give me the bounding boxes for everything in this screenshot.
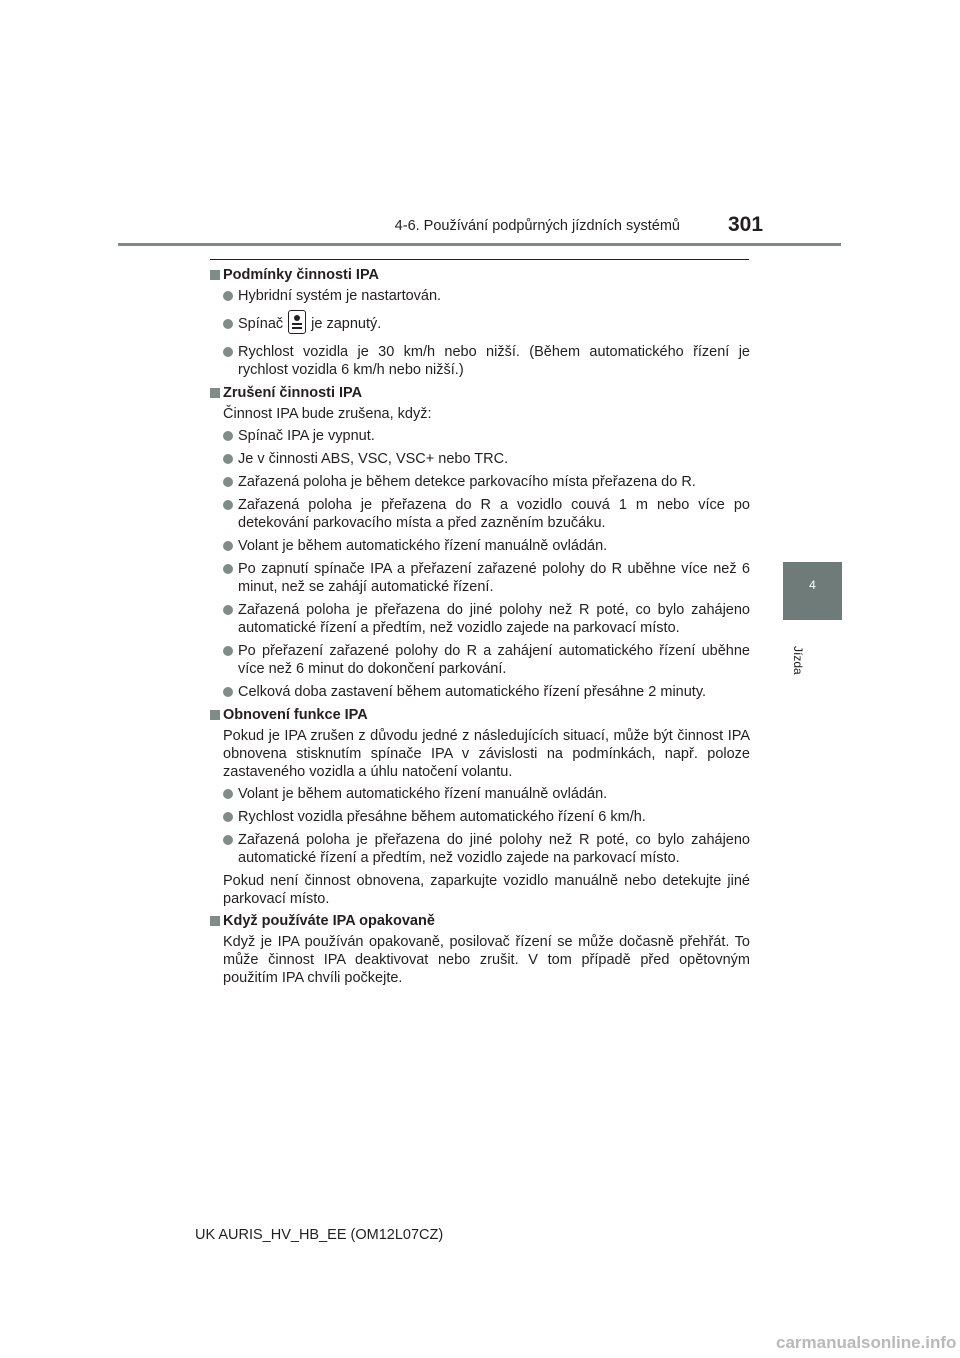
- main-content: [210, 266, 750, 991]
- heading-text: Když používáte IPA opakovaně: [223, 913, 435, 929]
- list-item: [223, 642, 750, 678]
- page-number: 301: [728, 213, 764, 236]
- list-item: [223, 785, 750, 803]
- round-bullet-icon: [223, 477, 233, 487]
- section-heading: [210, 706, 750, 724]
- square-bullet-icon: [210, 710, 220, 720]
- section-heading: [210, 912, 750, 930]
- list-item-text: Volant je během automatického řízení manuálně ovládán.: [238, 538, 608, 554]
- section-heading: [210, 266, 750, 284]
- chapter-tab-number: 4: [809, 578, 816, 592]
- list-item-text: Zařazená poloha je přeřazena do jiné polohy než R poté, co bylo zahájeno automatické řízení a předtím, než vozidlo zajede na parkovací místo.: [238, 602, 750, 636]
- round-bullet-icon: [223, 431, 233, 441]
- paragraph: Pokud je IPA zrušen z důvodu jedné z následujících situací, může být činnost IPA obnovena stisknutím spínače IPA v závislosti na podmínkách, např. poloze zastaveného vozidla a úhlu natočení volantu.: [223, 728, 750, 780]
- header-divider: [118, 243, 841, 246]
- round-bullet-icon: [223, 646, 233, 656]
- list-item: [223, 427, 750, 445]
- list-item-text: Zařazená poloha je přeřazena do R a vozidlo couvá 1 m nebo více po detekování parkovacího místa a před zazněním bzučáku.: [238, 497, 750, 531]
- round-bullet-icon: [223, 564, 233, 574]
- list-item: [223, 450, 750, 468]
- round-bullet-icon: [223, 319, 233, 329]
- list-item: [223, 808, 750, 826]
- model-code: UK AURIS_HV_HB_EE (OM12L07CZ): [195, 1227, 444, 1243]
- section-title: 4-6. Používání podpůrných jízdních systémů: [394, 218, 680, 234]
- ipa-switch-icon: [288, 310, 306, 334]
- list-item: [223, 683, 750, 701]
- list-item-text: je zapnutý.: [311, 316, 382, 332]
- heading-text: Zrušení činnosti IPA: [223, 385, 363, 401]
- heading-text: Podmínky činnosti IPA: [223, 267, 380, 283]
- round-bullet-icon: [223, 835, 233, 845]
- square-bullet-icon: [210, 916, 220, 926]
- section-heading: [210, 384, 750, 402]
- round-bullet-icon: [223, 500, 233, 510]
- watermark: carmanualsonline.info: [776, 1333, 957, 1352]
- heading-text: Obnovení funkce IPA: [223, 707, 368, 723]
- list-item: [223, 496, 750, 532]
- list-item-text: Rychlost vozidla přesáhne během automatického řízení 6 km/h.: [238, 809, 646, 825]
- chapter-label-text: Jízda: [791, 646, 805, 675]
- paragraph: Když je IPA používán opakovaně, posilovač řízení se může dočasně přehřát. To může činnost IPA deaktivovat nebo zrušit. V tom případě před opětovným použitím IPA chvíli počkejte.: [223, 934, 750, 986]
- chapter-tab: [783, 562, 842, 620]
- list-item: [223, 287, 750, 305]
- list-item: [223, 560, 750, 596]
- round-bullet-icon: [223, 812, 233, 822]
- chapter-label: [784, 628, 842, 675]
- list-item-text: Po zapnutí spínače IPA a přeřazení zařazené polohy do R uběhne více než 6 minut, než se zahájí automatické řízení.: [238, 561, 750, 595]
- list-item: [223, 343, 750, 379]
- list-item-text: Po přeřazení zařazené polohy do R a zahájení automatického řízení uběhne více než 6 minut do dokončení parkování.: [238, 643, 750, 677]
- list-item: [223, 831, 750, 867]
- list-item-text: Zařazená poloha je během detekce parkovacího místa přeřazena do R.: [238, 474, 696, 490]
- round-bullet-icon: [223, 605, 233, 615]
- list-item-text: Je v činnosti ABS, VSC, VSC+ nebo TRC.: [238, 451, 509, 467]
- paragraph: Pokud není činnost obnovena, zaparkujte vozidlo manuálně nebo detekujte jiné parkovací místo.: [223, 873, 750, 907]
- round-bullet-icon: [223, 347, 233, 357]
- list-item: [223, 601, 750, 637]
- list-item-text: Volant je během automatického řízení manuálně ovládán.: [238, 786, 608, 802]
- list-item: [223, 310, 750, 338]
- round-bullet-icon: [223, 789, 233, 799]
- list-item-text: Spínač IPA je vypnut.: [238, 428, 375, 444]
- round-bullet-icon: [223, 291, 233, 301]
- content-divider: [210, 259, 749, 260]
- list-item-text: Celková doba zastavení během automatického řízení přesáhne 2 minuty.: [238, 684, 707, 700]
- list-item: [223, 473, 750, 491]
- square-bullet-icon: [210, 270, 220, 280]
- paragraph: Činnost IPA bude zrušena, když:: [223, 406, 432, 422]
- round-bullet-icon: [223, 541, 233, 551]
- list-item-text: Zařazená poloha je přeřazena do jiné polohy než R poté, co bylo zahájeno automatické řízení a předtím, než vozidlo zajede na parkovací místo.: [238, 832, 750, 866]
- round-bullet-icon: [223, 454, 233, 464]
- list-item-text: Rychlost vozidla je 30 km/h nebo nižší. (Během automatického řízení je rychlost vozidla 6 km/h nebo nižší.): [238, 344, 750, 378]
- list-item: [223, 537, 750, 555]
- square-bullet-icon: [210, 388, 220, 398]
- list-item-text: Hybridní systém je nastartován.: [238, 288, 442, 304]
- round-bullet-icon: [223, 687, 233, 697]
- list-item-text: Spínač: [238, 316, 284, 332]
